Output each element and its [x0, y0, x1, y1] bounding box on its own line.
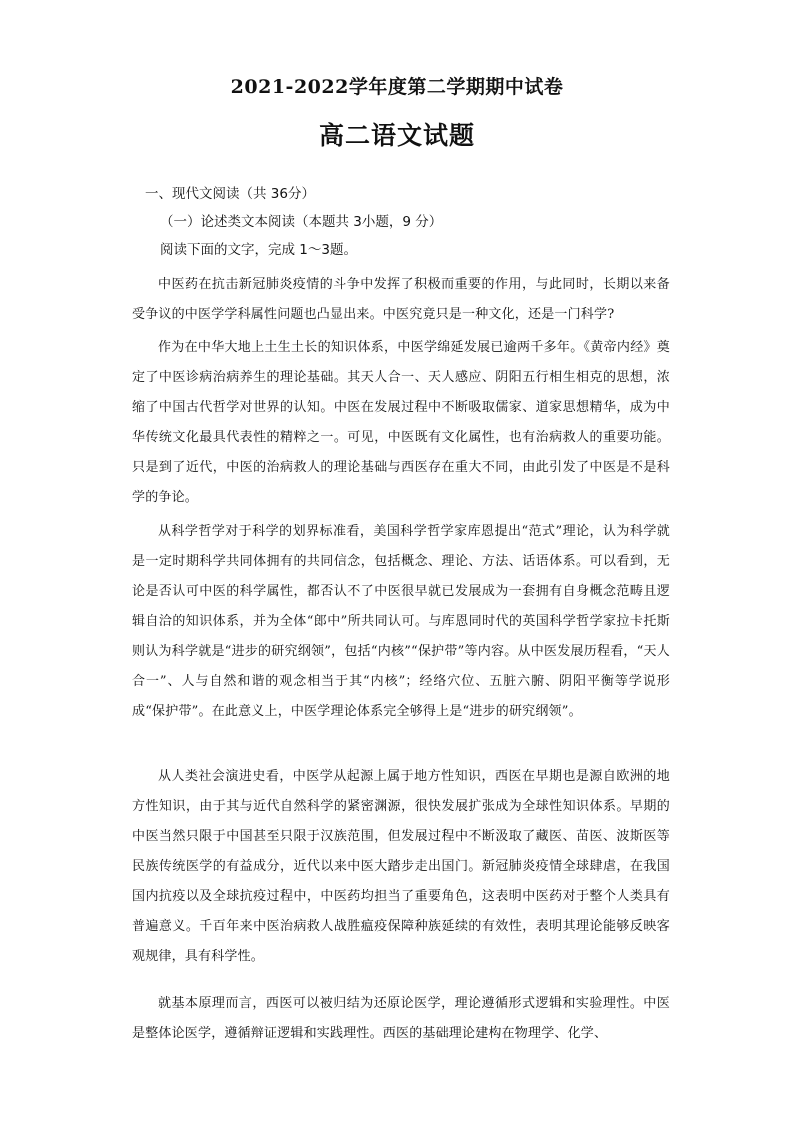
- exam-title: 2021-2022学年度第二学期期中试卷: [230, 76, 564, 98]
- passage-paragraph-3: 从科学哲学对于科学的划界标准看，美国科学哲学家库恩提出“范式”理论，认为科学就是一定时期科学共同体拥有的共同信念，包括概念、理论、方法、话语体系。可以看到，无论是否认可中医的科学属性，都否认不了中医很早就已发展成为一套拥有自身概念范畴且逻辑自洽的知识体系，并为全体“郎中”所共同认可。与库恩同时代的英国科学哲学家拉卡托斯则认为科学就是“进步的研究纲领”，包括“内核”“保护带”等内容。从中医发展历程看，“天人合一”、人与自然和谐的观念相当于其“内核”；经络穴位、五脏六腑、阴阳平衡等学说形成“保护带”。在此意义上，中医学理论体系完全够得上是“进步的研究纲领”。: [132, 524, 670, 719]
- passage-paragraph-4: 从人类社会演进史看，中医学从起源上属于地方性知识，西医在早期也是源自欧洲的地方性知识，由于其与近代自然科学的紧密渊源，很快发展扩张成为全球性知识体系。早期的中医当然只限于中国甚至只限于汉族范围，但发展过程中不断汲取了藏医、苗医、波斯医等民族传统医学的有益成分，近代以来中医大踏步走出国门。新冠肺炎疫情全球肆虐，在我国国内抗疫以及全球抗疫过程中，中医药均担当了重要角色，这表明中医药对于整个人类具有普遍意义。千百年来中医治病救人战胜瘟疫保障种族延续的有效性，表明其理论能够反映客观规律，具有科学性。: [132, 769, 670, 964]
- exam-subtitle: 高二语文试题: [318, 121, 475, 150]
- reading-instruction: 阅读下面的文字，完成 1～3题。: [160, 242, 357, 258]
- section-heading: 一、现代文阅读（共 36分）: [145, 186, 315, 202]
- passage-paragraph-1: 中医药在抗击新冠肺炎疫情的斗争中发挥了积极而重要的作用，与此同时，长期以来备受争议的中医学学科属性问题也凸显出来。中医究竟只是一种文化，还是一门科学?: [132, 277, 670, 322]
- passage-paragraph-2: 作为在中华大地上土生土长的知识体系，中医学绵延发展已逾两千多年。《黄帝内经》奠定了中医诊病治病养生的理论基础。其天人合一、天人感应、阴阳五行相生相克的思想，浓缩了中国古代哲学对世界的认知。中医在发展过程中不断吸取儒家、道家思想精华，成为中华传统文化最具代表性的精粹之一。可见，中医既有文化属性，也有治病救人的重要功能。只是到了近代，中医的治病救人的理论基础与西医存在重大不同，由此引发了中医是不是科学的争论。: [132, 340, 670, 505]
- passage-paragraph-5: 就基本原理而言，西医可以被归结为还原论医学，理论遵循形式逻辑和实验理性。中医是整体论医学，遵循辩证逻辑和实践理性。西医的基础理论建构在物理学、化学、: [132, 996, 670, 1041]
- subsection-heading: （一）论述类文本阅读（本题共 3小题，9 分）: [160, 214, 443, 230]
